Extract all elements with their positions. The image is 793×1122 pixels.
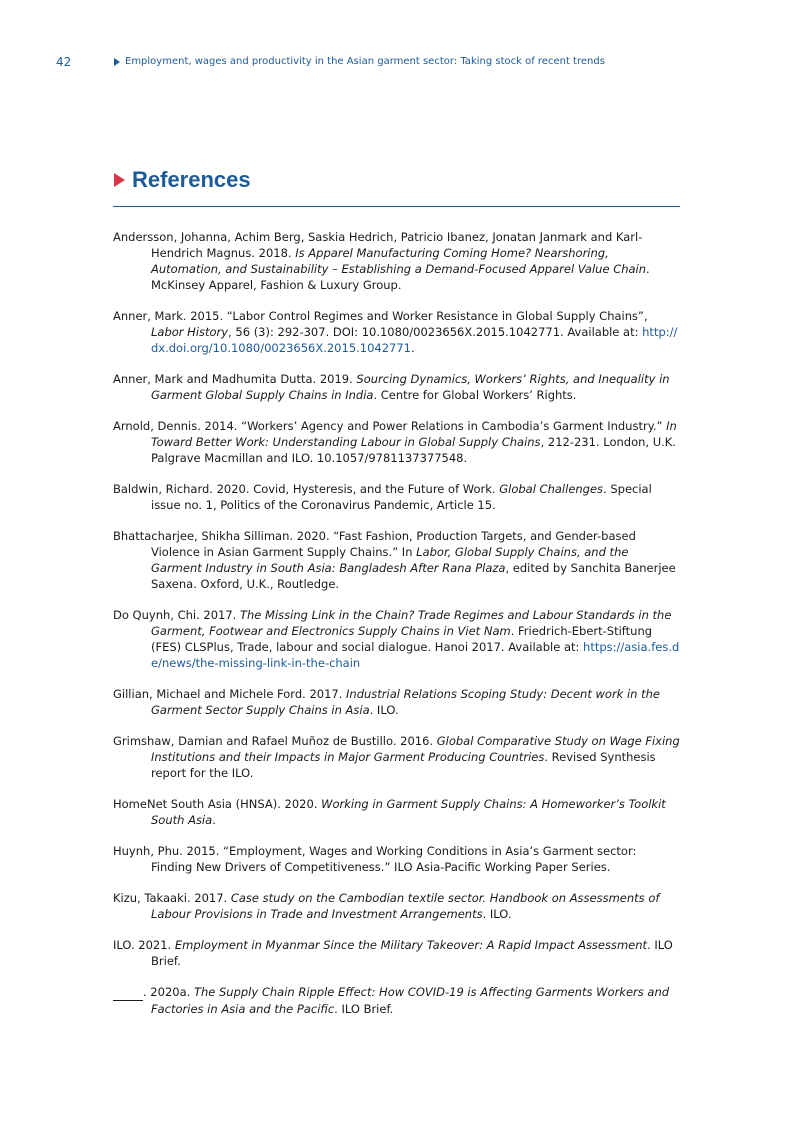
reference-title: Employment in Myanmar Since the Military Takeover: A Rapid Impact Assessment [174,938,648,952]
reference-text: Do Quynh, Chi. 2017. [113,608,240,622]
reference-text: Andersson, Johanna, Achim Berg, Saskia Hedrich, Patricio Ibanez, Jonatan Janmark and Karl-Hendrich Magnus. 2018. [113,230,643,260]
reference-text: . Friedrich-Ebert-Stiftung (FES) CLSPlus, Trade, labour and social dialogue. Hanoi 2017. Available at: [151,624,653,654]
reference-text: . ILO. [482,907,512,921]
page-number: 42 [56,55,72,69]
heading-divider [113,206,680,207]
reference-title: Working in Garment Supply Chains: A Homeworker’s Toolkit South Asia [151,797,666,827]
reference-text: . ILO. [369,703,399,717]
reference-text: Huynh, Phu. 2015. “Employment, Wages and Working Conditions in Asia’s Garment sector: Finding New Drivers of Competitiveness.” ILO Asia-Pacific Working Paper Series. [113,844,637,874]
reference-text: . [411,341,415,355]
reference-entry [113,733,680,781]
reference-text: ILO. 2021. [113,938,175,952]
reference-title: The Supply Chain Ripple Effect: How COVID-19 is Affecting Garments Workers and Factories in Asia and the Pacific [151,985,670,1016]
reference-entry [113,418,680,466]
reference-text: . [212,813,216,827]
reference-text: Anner, Mark. 2015. “Labor Control Regimes and Worker Resistance in Global Supply Chains”, [113,309,648,323]
reference-link[interactable]: https://asia.fes.de/news/the-missing-link-in-the-chain [151,640,680,670]
reference-text: . Special issue no. 1, Politics of the Coronavirus Pandemic, Article 15. [151,482,652,512]
reference-text: , 56 (3): 292-307. DOI: 10.1080/0023656X.2015.1042771. Available at: [228,325,643,339]
triangle-bullet-icon [114,58,120,66]
reference-text: HomeNet South Asia (HNSA). 2020. [113,797,322,811]
reference-title: Global Challenges [499,482,604,496]
reference-text: Grimshaw, Damian and Rafael Muñoz de Bustillo. 2016. [113,734,437,748]
reference-title: Labor History [151,325,229,339]
reference-text: . 2020a. [143,985,194,999]
reference-title: Case study on the Cambodian textile sector. Handbook on Assessments of Labour Provisions in Trade and Investment Arrangements [151,891,660,921]
reference-entry [113,937,680,969]
running-header-text: Employment, wages and productivity in the Asian garment sector: Taking stock of recent trends [125,56,605,67]
running-header [114,56,605,67]
reference-title: Global Comparative Study on Wage Fixing Institutions and their Impacts in Major Garment Producing Countries [151,734,680,764]
reference-text: , edited by Sanchita Banerjee Saxena. Oxford, U.K., Routledge. [151,561,676,591]
reference-title: Is Apparel Manufacturing Coming Home? Nearshoring, Automation, and Sustainability – Establishing a Demand-Focused Apparel Value Chain [151,246,647,276]
reference-entry [113,528,680,592]
reference-title: The Missing Link in the Chain? Trade Regimes and Labour Standards in the Garment, Footwear and Electronics Supply Chains in Viet Nam [151,608,672,638]
reference-text: . Revised Synthesis report for the ILO. [151,750,656,780]
reference-entry [113,843,680,875]
reference-title: Labor, Global Supply Chains, and the Garment Industry in South Asia: Bangladesh After Rana Plaza [151,545,629,575]
reference-entry [113,686,680,718]
section-title: References [132,167,251,192]
reference-text: . ILO Brief. [334,1002,394,1016]
reference-title: Industrial Relations Scoping Study: Decent work in the Garment Sector Supply Chains in Asia [151,687,660,717]
reference-text: Arnold, Dennis. 2014. “Workers’ Agency and Power Relations in Cambodia’s Garment Industry.” [113,419,667,433]
reference-text: . McKinsey Apparel, Fashion & Luxury Group. [151,262,650,292]
reference-list [113,229,680,1032]
reference-text: . ILO Brief. [151,938,673,968]
reference-entry [113,890,680,922]
reference-title: In Toward Better Work: Understanding Labour in Global Supply Chains [151,419,677,449]
reference-link[interactable]: http://dx.doi.org/10.1080/0023656X.2015.1042771 [151,325,678,355]
reference-text: Baldwin, Richard. 2020. Covid, Hysteresis, and the Future of Work. [113,482,500,496]
reference-title: Sourcing Dynamics, Workers’ Rights, and Inequality in Garment Global Supply Chains in India [151,372,670,402]
reference-text: Anner, Mark and Madhumita Dutta. 2019. [113,372,357,386]
reference-text: . Centre for Global Workers’ Rights. [373,388,577,402]
reference-entry [113,796,680,828]
reference-text: Bhattacharjee, Shikha Silliman. 2020. “Fast Fashion, Production Targets, and Gender-based Violence in Asian Garment Supply Chains.” In [113,529,636,559]
reference-entry [113,371,680,403]
reference-entry [113,481,680,513]
reference-entry [113,984,680,1017]
reference-text: , 212-231. London, U.K. Palgrave Macmillan and ILO. 10.1057/9781137377548. [151,435,676,465]
triangle-bullet-icon [114,173,125,187]
reference-entry [113,229,680,293]
reference-entry [113,308,680,356]
reference-text: Kizu, Takaaki. 2017. [113,891,231,905]
reference-entry [113,607,680,671]
repeat-author-dash [113,984,143,1001]
reference-text: Gillian, Michael and Michele Ford. 2017. [113,687,347,701]
section-heading [114,167,251,193]
